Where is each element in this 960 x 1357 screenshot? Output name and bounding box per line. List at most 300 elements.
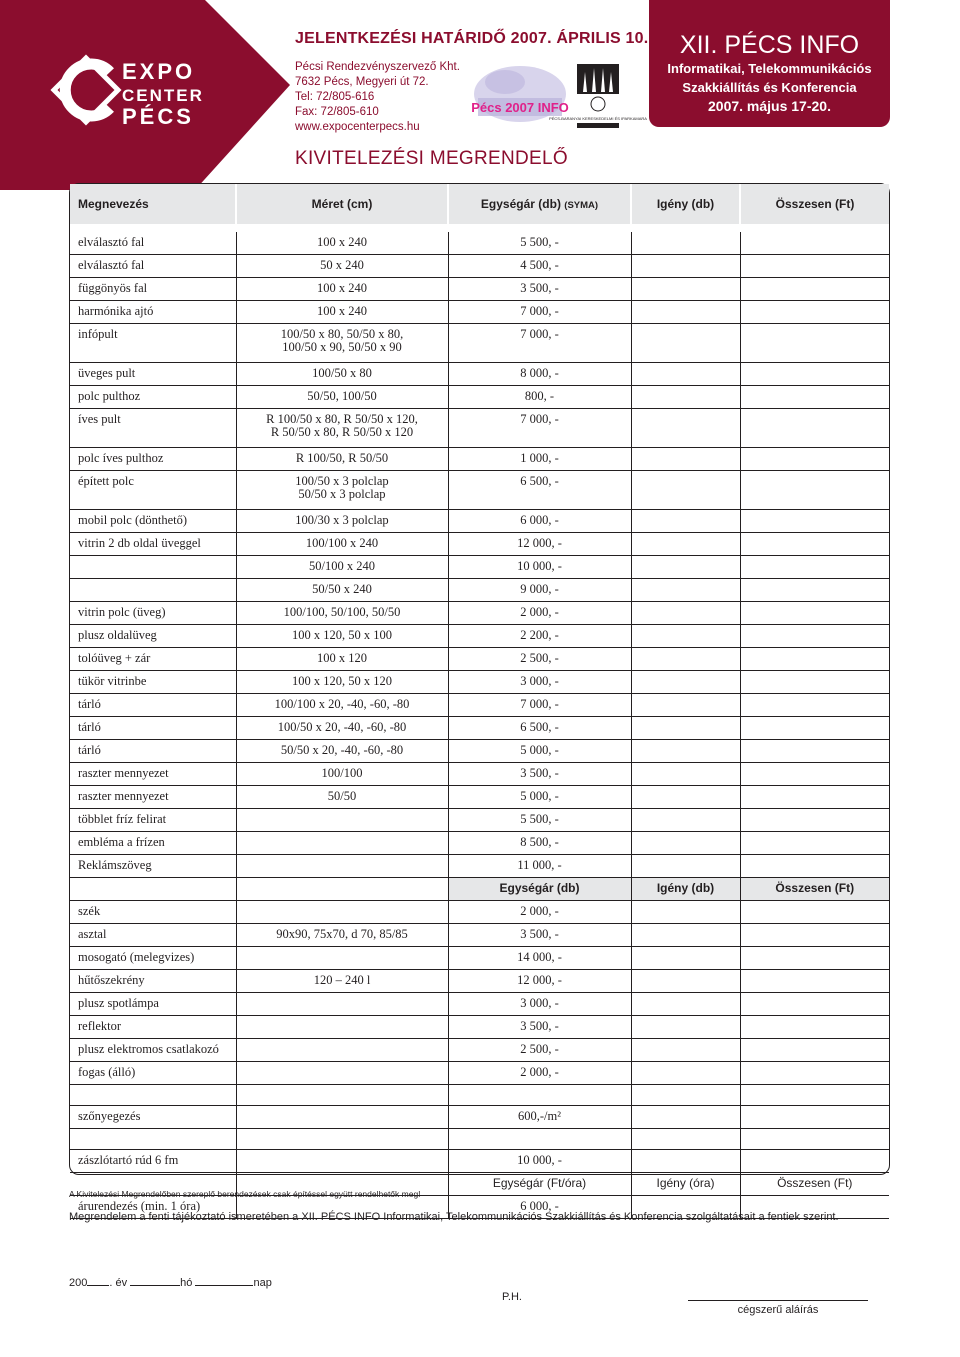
item-size (236, 855, 448, 878)
qty-input-cell[interactable] (631, 602, 740, 625)
header-name: Megnevezés (70, 184, 236, 224)
table-row (70, 763, 889, 786)
item-size-line-2: R 50/50 x 80, R 50/50 x 120 (270, 425, 414, 439)
table-row (70, 717, 889, 740)
date-day-blank[interactable] (195, 1284, 253, 1286)
logo-word-center: CENTER (122, 86, 204, 105)
table-row (70, 556, 889, 579)
blank-cell (631, 1129, 740, 1150)
item-size-line: 100 x 240 (317, 304, 367, 318)
item-size-line: R 100/50, R 50/50 (295, 451, 389, 465)
signature-label: cégszerű aláírás (737, 1304, 819, 1316)
table-row (70, 533, 889, 556)
total-input-cell[interactable] (740, 947, 889, 970)
item-name: elválasztó fal (70, 255, 236, 278)
item-price: 2 000, - (448, 901, 631, 924)
spacer-row (70, 224, 889, 232)
date-year-prefix: 200 (69, 1277, 88, 1289)
total-input-cell[interactable] (740, 671, 889, 694)
item-size (236, 409, 448, 448)
item-size (236, 301, 448, 324)
item-size-line: 100/100 x 240 (305, 536, 379, 550)
item-name: polc íves pulthoz (70, 448, 236, 471)
qty-input-cell[interactable] (631, 832, 740, 855)
total-input-cell[interactable] (740, 255, 889, 278)
table-row (70, 409, 889, 448)
item-size-line: 50 x 240 (320, 258, 364, 272)
table-row (70, 255, 889, 278)
table-row (70, 602, 889, 625)
document-title: KIVITELEZÉSI MEGRENDELŐ (295, 148, 568, 169)
item-name: mobil polc (dönthető) (70, 510, 236, 533)
item-size-line: 100 x 120 (317, 651, 367, 665)
table-row (70, 324, 889, 363)
stamp-place: P.H. (502, 1291, 522, 1303)
total-input-cell[interactable] (740, 556, 889, 579)
table-header-row (70, 184, 889, 224)
item-price: 2 000, - (448, 1062, 631, 1085)
total-input-cell[interactable] (740, 786, 889, 809)
item-name (70, 579, 236, 602)
expo-center-logo-corner (0, 0, 290, 190)
qty-input-cell[interactable] (631, 409, 740, 448)
item-price: 6 000, - (448, 510, 631, 533)
item-size-line: 100/100 (321, 766, 363, 780)
blank-cell (740, 1129, 889, 1150)
total-input-cell[interactable] (740, 901, 889, 924)
item-name: vitrin polc (üveg) (70, 602, 236, 625)
qty-input-cell[interactable] (631, 324, 740, 363)
item-size (236, 970, 448, 993)
total-input-cell[interactable] (740, 510, 889, 533)
total-input-cell[interactable] (740, 471, 889, 510)
qty-input-cell[interactable] (631, 448, 740, 471)
item-name: reflektor (70, 1016, 236, 1039)
blank-cell (236, 1129, 448, 1150)
item-price: 6 000, - (448, 1196, 631, 1219)
table-row (70, 232, 889, 255)
qty-input-cell[interactable] (631, 579, 740, 602)
date-line (69, 1277, 272, 1289)
item-name: plusz spotlámpa (70, 993, 236, 1016)
qty-input-cell[interactable] (631, 740, 740, 763)
item-size (236, 671, 448, 694)
item-size-line: 100/100 x 20, -40, -60, -80 (274, 697, 410, 711)
item-name: polc pulthoz (70, 386, 236, 409)
item-size (236, 901, 448, 924)
total-input-cell[interactable] (740, 409, 889, 448)
item-price: 3 500, - (448, 763, 631, 786)
qty-input-cell[interactable] (631, 471, 740, 510)
blank-cell (631, 1085, 740, 1106)
date-month-blank[interactable] (130, 1284, 180, 1286)
header-total: Összesen (Ft) (740, 184, 889, 224)
table-row (70, 671, 889, 694)
item-price: 4 500, - (448, 255, 631, 278)
table-row (70, 947, 889, 970)
qty-input-cell[interactable] (631, 278, 740, 301)
item-size (236, 1062, 448, 1085)
qty-input-cell[interactable] (631, 901, 740, 924)
item-size (236, 993, 448, 1016)
item-size (236, 1106, 448, 1129)
item-price: 14 000, - (448, 947, 631, 970)
table-row (70, 579, 889, 602)
logo-word-pecs: PÉCS (122, 104, 194, 129)
qty-input-cell[interactable] (631, 924, 740, 947)
item-size-line: 100 x 240 (317, 235, 367, 249)
qty-input-cell[interactable] (631, 694, 740, 717)
item-price: 6 500, - (448, 471, 631, 510)
empty-cell (236, 878, 448, 901)
registration-deadline: JELENTKEZÉSI HATÁRIDŐ 2007. ÁPRILIS 10. (295, 30, 649, 47)
total-input-cell[interactable] (740, 924, 889, 947)
total-input-cell[interactable] (740, 694, 889, 717)
qty-input-cell[interactable] (631, 386, 740, 409)
qty-input-cell[interactable] (631, 232, 740, 255)
item-name: elválasztó fal (70, 232, 236, 255)
item-price: 3 500, - (448, 1016, 631, 1039)
total-input-cell[interactable] (740, 1016, 889, 1039)
item-size (236, 947, 448, 970)
qty-input-cell[interactable] (631, 625, 740, 648)
item-size (236, 232, 448, 255)
item-size-line: 120 – 240 l (313, 973, 371, 987)
item-name: plusz oldalüveg (70, 625, 236, 648)
item-size (236, 448, 448, 471)
total-input-cell[interactable] (740, 1039, 889, 1062)
item-size-line: 100 x 120, 50 x 100 (292, 628, 392, 642)
date-month-label: hó (180, 1277, 193, 1289)
item-size (236, 924, 448, 947)
item-name: tükör vitrinbe (70, 671, 236, 694)
item-price: 7 000, - (448, 409, 631, 448)
total-input-cell[interactable] (740, 448, 889, 471)
item-price: 10 000, - (448, 1150, 631, 1173)
qty-input-cell[interactable] (631, 301, 740, 324)
item-name: árurendezés (min. 1 óra) (70, 1196, 236, 1219)
total-input-cell[interactable] (740, 533, 889, 556)
item-size-line: 100/50 x 80, 50/50 x 80, (280, 327, 404, 341)
item-size-line: 50/100 x 240 (309, 559, 375, 573)
blank-row (70, 1085, 889, 1106)
item-price: 7 000, - (448, 324, 631, 363)
item-size-line-2: 50/50 x 3 polclap (298, 487, 386, 501)
table-row (70, 510, 889, 533)
total-input-cell[interactable] (740, 809, 889, 832)
item-name: tárló (70, 740, 236, 763)
header-qty: Igény (db) (631, 184, 740, 224)
qty-input-cell[interactable] (631, 1016, 740, 1039)
item-size (236, 510, 448, 533)
item-price: 3 500, - (448, 924, 631, 947)
header-size: Méret (cm) (236, 184, 448, 224)
item-name: íves pult (70, 409, 236, 448)
sub-header-qty: Igény (óra) (631, 1173, 740, 1196)
item-name: tárló (70, 694, 236, 717)
table-row (70, 301, 889, 324)
organizer-address (295, 60, 460, 135)
item-price: 2 200, - (448, 625, 631, 648)
qty-input-cell[interactable] (631, 993, 740, 1016)
table-row (70, 786, 889, 809)
item-size-line: 50/50 x 20, -40, -60, -80 (280, 743, 404, 757)
item-size-line: 50/50 (327, 789, 357, 803)
item-price: 8 500, - (448, 832, 631, 855)
sub-header-price: Egységár (db) (448, 878, 631, 901)
item-size-line: 100/50 x 20, -40, -60, -80 (277, 720, 407, 734)
table-row (70, 386, 889, 409)
item-price: 600,-/m² (448, 1106, 631, 1129)
item-price: 12 000, - (448, 970, 631, 993)
item-size-line: 100/50 x 80 (312, 366, 372, 380)
table-row (70, 809, 889, 832)
item-price: 3 000, - (448, 671, 631, 694)
sub-header-total: Összesen (Ft) (740, 1173, 889, 1196)
header-price-suffix: (SYMA) (564, 200, 599, 211)
table-row (70, 471, 889, 510)
item-size-line: 100/30 x 3 polclap (295, 513, 389, 527)
item-size (236, 832, 448, 855)
item-size (236, 717, 448, 740)
info-logo-text: Pécs 2007 INFO (471, 100, 569, 115)
qty-input-cell[interactable] (631, 947, 740, 970)
total-input-cell[interactable] (740, 648, 889, 671)
item-name: többlet fríz felirat (70, 809, 236, 832)
footnote: A Kivitelezési Megrendelőben szereplő berendezések csak építéssel együtt rendelhetők meg! (69, 1189, 421, 1199)
item-name: szék (70, 901, 236, 924)
qty-input-cell[interactable] (631, 717, 740, 740)
event-date: 2007. május 17-20. (708, 98, 831, 114)
item-price: 7 000, - (448, 694, 631, 717)
item-size (236, 740, 448, 763)
sub-header-total: Összesen (Ft) (740, 878, 889, 901)
item-name: plusz elektromos csatlakozó (70, 1039, 236, 1062)
item-size-line: 100/50 x 3 polclap (295, 474, 389, 488)
total-input-cell[interactable] (740, 717, 889, 740)
qty-input-cell[interactable] (631, 786, 740, 809)
item-size (236, 579, 448, 602)
total-input-cell[interactable] (740, 1062, 889, 1085)
item-name: asztal (70, 924, 236, 947)
item-name (70, 556, 236, 579)
table-row (70, 855, 889, 878)
item-name: raszter mennyezet (70, 786, 236, 809)
blank-row (70, 1129, 889, 1150)
item-name: szőnyegezés (70, 1106, 236, 1129)
item-size-line: 100/100, 50/100, 50/50 (283, 605, 401, 619)
table-row (70, 1039, 889, 1062)
blank-cell (70, 1129, 236, 1150)
qty-input-cell[interactable] (631, 855, 740, 878)
item-price: 12 000, - (448, 533, 631, 556)
event-title: XII. PÉCS INFO (679, 31, 860, 59)
item-price: 6 500, - (448, 717, 631, 740)
item-price: 2 000, - (448, 602, 631, 625)
item-size (236, 255, 448, 278)
total-input-cell[interactable] (740, 625, 889, 648)
item-name: Reklámszöveg (70, 855, 236, 878)
spacer-cell (70, 224, 889, 232)
item-size (236, 1150, 448, 1173)
item-size (236, 471, 448, 510)
table-row (70, 448, 889, 471)
qty-input-cell[interactable] (631, 1106, 740, 1129)
item-size (236, 1039, 448, 1062)
item-price: 5 500, - (448, 232, 631, 255)
qty-input-cell[interactable] (631, 363, 740, 386)
item-size (236, 786, 448, 809)
item-size-line: 90x90, 75x70, d 70, 85/85 (276, 927, 408, 941)
order-statement: Megrendelem a fenti tájékoztató ismeretében a XII. PÉCS INFO Informatikai, Telekommunikációs Szakkiállítás és Konferencia szolgáltatásait a fentiek szerint. (69, 1211, 839, 1223)
item-size (236, 763, 448, 786)
chamber-of-commerce-logo (549, 62, 647, 130)
total-input-cell[interactable] (740, 301, 889, 324)
item-size (236, 1016, 448, 1039)
item-name: hűtőszekrény (70, 970, 236, 993)
table-row (70, 993, 889, 1016)
item-name: embléma a frízen (70, 832, 236, 855)
chamber-logo-text: PÉCS-BARANYAI KERESKEDELMI ÉS IPARKAMARA (549, 116, 647, 121)
qty-input-cell[interactable] (631, 648, 740, 671)
total-input-cell[interactable] (740, 1106, 889, 1129)
table-row (70, 278, 889, 301)
item-size (236, 278, 448, 301)
total-input-cell[interactable] (740, 1150, 889, 1173)
table-row (70, 1016, 889, 1039)
blank-cell (70, 1085, 236, 1106)
total-input-cell[interactable] (740, 832, 889, 855)
item-size (236, 324, 448, 363)
item-size-line: R 100/50 x 80, R 50/50 x 120, (266, 412, 418, 426)
table-row (70, 740, 889, 763)
qty-input-cell[interactable] (631, 510, 740, 533)
table-row (70, 363, 889, 386)
total-input-cell[interactable] (740, 386, 889, 409)
item-price: 2 500, - (448, 1039, 631, 1062)
total-input-cell[interactable] (740, 324, 889, 363)
item-name: zászlótartó rúd 6 fm (70, 1150, 236, 1173)
qty-input-cell[interactable] (631, 556, 740, 579)
empty-cell (70, 878, 236, 901)
header-price (448, 184, 631, 224)
table-row (70, 832, 889, 855)
sub-header-qty: Igény (db) (631, 878, 740, 901)
item-name: tárló (70, 717, 236, 740)
blank-cell (448, 1085, 631, 1106)
qty-input-cell[interactable] (631, 809, 740, 832)
event-subtitle-2: Szakkiállítás és Konferencia (682, 80, 857, 95)
total-input-cell[interactable] (740, 579, 889, 602)
signature-line[interactable] (688, 1300, 868, 1301)
table-row (70, 648, 889, 671)
item-name: épített polc (70, 471, 236, 510)
total-input-cell[interactable] (740, 740, 889, 763)
qty-input-cell[interactable] (631, 1062, 740, 1085)
address-line: Tel: 72/805-616 (295, 91, 375, 103)
table-row (70, 970, 889, 993)
item-size (236, 602, 448, 625)
table-row (70, 924, 889, 947)
item-size (236, 556, 448, 579)
qty-input-cell[interactable] (631, 1150, 740, 1173)
item-size-line: 100 x 240 (317, 281, 367, 295)
blank-cell (740, 1085, 889, 1106)
total-input-cell[interactable] (740, 278, 889, 301)
sub-header-row (70, 878, 889, 901)
qty-input-cell[interactable] (631, 763, 740, 786)
header-price-label: Egységár (db) (480, 197, 561, 211)
item-size (236, 625, 448, 648)
item-price: 5 500, - (448, 809, 631, 832)
item-size-line: 100 x 120, 50 x 120 (292, 674, 392, 688)
address-line: Fax: 72/805-610 (295, 106, 379, 118)
qty-input-cell[interactable] (631, 671, 740, 694)
date-day-label: nap (253, 1277, 272, 1289)
item-size (236, 648, 448, 671)
total-input-cell[interactable] (740, 993, 889, 1016)
item-name: harmónika ajtó (70, 301, 236, 324)
item-size-line: 50/50, 100/50 (307, 389, 377, 403)
table-row (70, 1062, 889, 1085)
total-input-cell[interactable] (740, 232, 889, 255)
order-table (70, 184, 889, 1219)
table-row (70, 694, 889, 717)
qty-input-cell[interactable] (631, 970, 740, 993)
qty-input-cell[interactable] (631, 255, 740, 278)
item-price: 1 000, - (448, 448, 631, 471)
table-row (70, 901, 889, 924)
total-input-cell[interactable] (740, 855, 889, 878)
item-name: üveges pult (70, 363, 236, 386)
item-price: 5 000, - (448, 740, 631, 763)
item-size-line: 50/50 x 240 (312, 582, 372, 596)
item-name: függönyös fal (70, 278, 236, 301)
item-size (236, 386, 448, 409)
item-price: 3 000, - (448, 993, 631, 1016)
item-price: 2 500, - (448, 648, 631, 671)
total-input-cell[interactable] (740, 970, 889, 993)
blank-cell (448, 1129, 631, 1150)
total-input-cell[interactable] (740, 602, 889, 625)
address-line: 7632 Pécs, Megyeri út 72. (295, 76, 429, 88)
item-price: 7 000, - (448, 301, 631, 324)
sub-header-price: Egységár (Ft/óra) (448, 1173, 631, 1196)
logo-word-expo: EXPO (122, 59, 196, 84)
address-line: Pécsi Rendezvényszervező Kht. (295, 61, 460, 73)
event-subtitle-1: Informatikai, Telekommunikációs (667, 61, 872, 76)
qty-input-cell[interactable] (631, 1039, 740, 1062)
item-size (236, 363, 448, 386)
item-price: 8 000, - (448, 363, 631, 386)
item-size (236, 694, 448, 717)
item-price: 11 000, - (448, 855, 631, 878)
item-name: fogas (álló) (70, 1062, 236, 1085)
item-price: 5 000, - (448, 786, 631, 809)
total-input-cell[interactable] (740, 763, 889, 786)
blank-cell (236, 1085, 448, 1106)
total-input-cell[interactable] (740, 363, 889, 386)
event-banner (649, 0, 890, 127)
table-row (70, 1150, 889, 1173)
item-size-line-2: 100/50 x 90, 50/50 x 90 (282, 340, 402, 354)
item-name: infópult (70, 324, 236, 363)
item-name: raszter mennyezet (70, 763, 236, 786)
date-year-blank[interactable] (87, 1284, 109, 1286)
item-size (236, 533, 448, 556)
item-size (236, 809, 448, 832)
qty-input-cell[interactable] (631, 533, 740, 556)
